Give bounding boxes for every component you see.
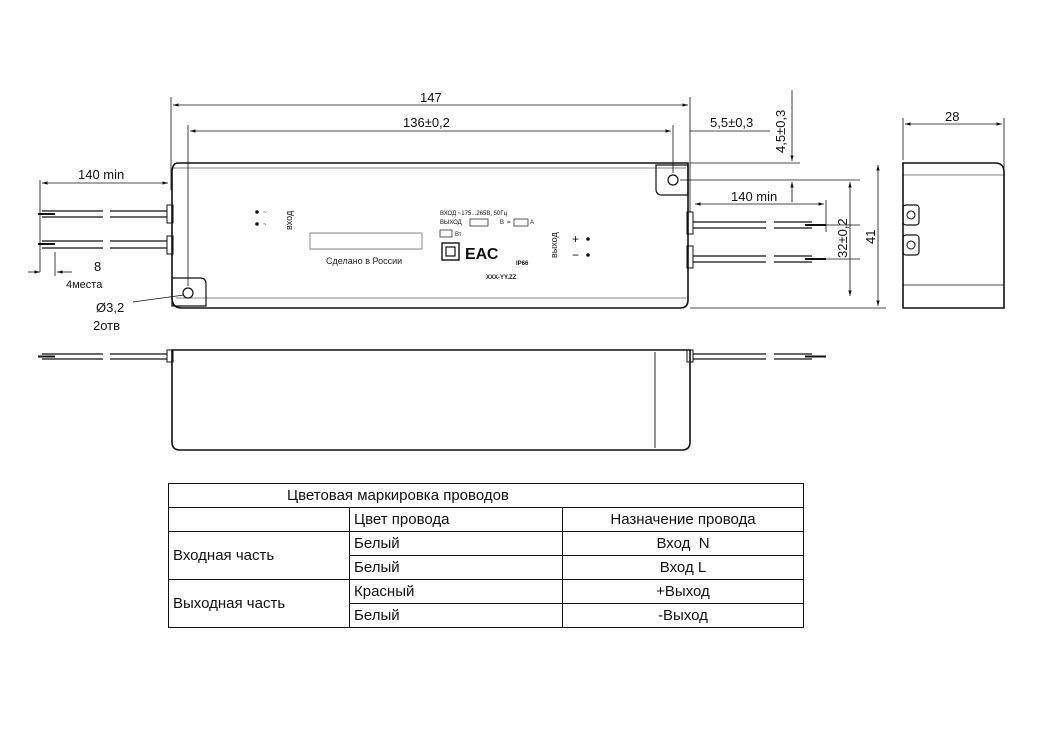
- dim-hole-offset: 5,5±0,3: [710, 115, 754, 130]
- dim-hole-count: 2отв: [93, 318, 121, 333]
- table-cell-purpose: Вход L: [563, 556, 804, 580]
- dimension-texts: [66, 90, 959, 333]
- power-mark: Вт: [455, 232, 462, 238]
- table-cell-purpose: -Выход: [563, 604, 804, 628]
- table-row: [169, 532, 804, 556]
- output-unit-v: В: [500, 220, 505, 226]
- dim-hole-diameter: Ø3,2: [96, 300, 125, 315]
- output-unit-a: А: [530, 220, 535, 226]
- dim-hole-spacing: 136±0,2: [403, 115, 450, 130]
- eac-mark: ЕАС: [465, 246, 499, 263]
- table-group-input: Входная часть: [169, 532, 350, 580]
- dim-body-width: 41: [863, 229, 878, 244]
- ip-rating: IP66: [516, 261, 529, 267]
- table-cell-purpose: Вход N: [563, 532, 804, 556]
- housing-outline: [172, 163, 688, 308]
- dim-overall-length: 147: [420, 90, 442, 105]
- dim-wire-length-left: 140 min: [78, 167, 125, 182]
- input-tilde-1: ~: [263, 210, 267, 216]
- table-title: Цветовая маркировка проводов: [169, 484, 804, 508]
- table-cell-color: Белый: [350, 604, 563, 628]
- dim-hole-offset-vertical: 4,5±0,3: [773, 109, 788, 153]
- front-view: [38, 350, 826, 450]
- output-word: выход: [549, 232, 559, 258]
- dim-wire-gap-note: 4места: [66, 279, 103, 291]
- double-insulation-icon: [442, 243, 459, 260]
- table-header-empty: [169, 508, 350, 532]
- output-eq: =: [507, 220, 511, 226]
- dim-output-spacing: 32±0,2: [835, 218, 850, 258]
- mounting-hole-right: [668, 175, 678, 185]
- table-row: [169, 580, 804, 604]
- dim-wire-length-right: 140 min: [731, 189, 778, 204]
- table-header-purpose: Назначение провода: [563, 508, 804, 532]
- wire-color-table: [168, 483, 804, 628]
- end-view: [903, 163, 1004, 308]
- input-wires: [38, 211, 167, 248]
- output-plus: +: [572, 232, 580, 246]
- table-group-output: Выходная часть: [169, 580, 350, 628]
- output-minus: −: [572, 248, 580, 262]
- product-label: [255, 210, 590, 281]
- table-cell-color: Белый: [350, 556, 563, 580]
- output-rating-prefix: ВЫХОД: [440, 220, 462, 226]
- dim-wire-gap: 8: [94, 259, 102, 274]
- table-cell-color: Красный: [350, 580, 563, 604]
- table-cell-purpose: +Выход: [563, 580, 804, 604]
- input-tilde-2: ~: [263, 222, 267, 228]
- serial-number: XXX-YY.ZZ: [486, 275, 517, 281]
- mounting-ear-left: [172, 278, 206, 306]
- table-header-color: Цвет провода: [350, 508, 563, 532]
- dim-side-depth: 28: [945, 109, 960, 124]
- made-in-text: Сделано в России: [326, 256, 403, 266]
- top-view: [167, 163, 693, 308]
- input-word: вход: [284, 210, 294, 230]
- output-wires: [693, 222, 826, 262]
- mounting-hole-left: [183, 288, 193, 298]
- table-cell-color: Белый: [350, 532, 563, 556]
- input-rating-line: ВХОД ~175...265В, 50Гц: [440, 211, 508, 217]
